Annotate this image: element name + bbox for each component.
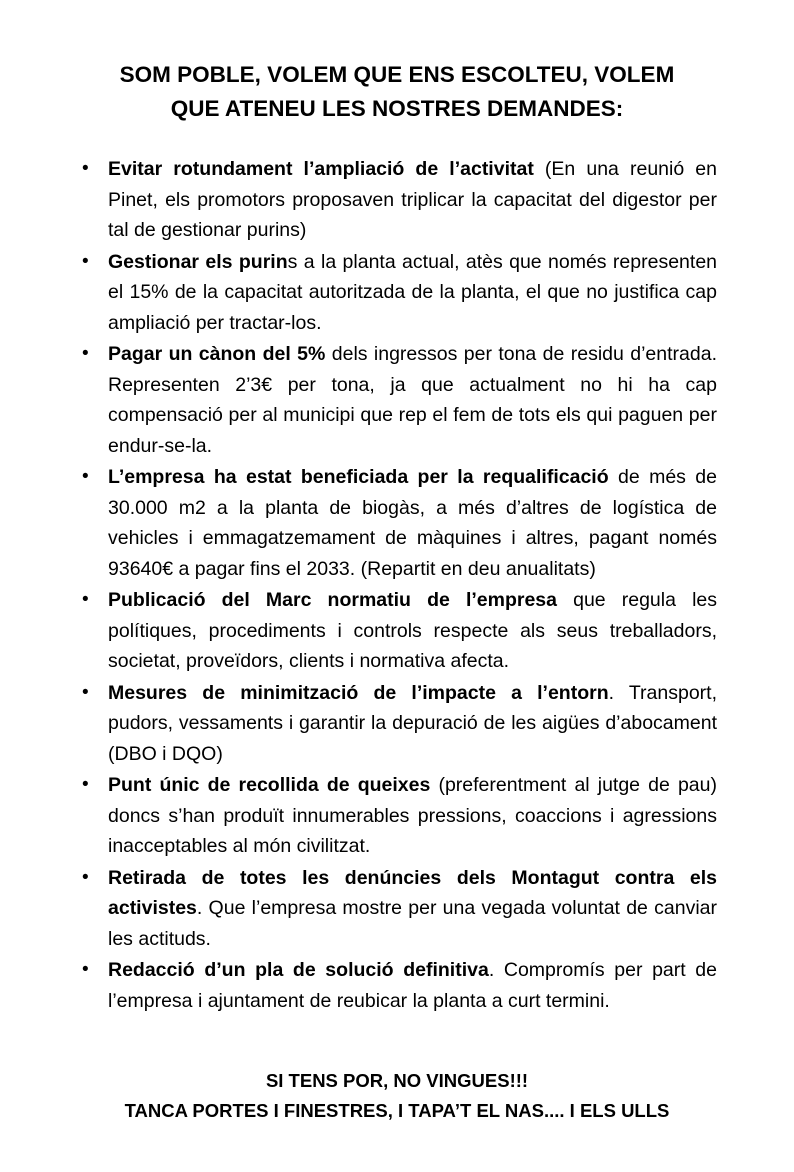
bullet-icon: • (82, 959, 89, 980)
demand-item-6 (82, 678, 717, 770)
bullet-icon: • (82, 774, 89, 795)
bullet-icon: • (82, 466, 89, 487)
demands-list (82, 154, 718, 1017)
demand-item-9 (82, 955, 717, 1016)
demand-item-2 (82, 247, 718, 339)
demand-heading: Retirada de totes les denúncies dels Montagut contra els activistes (108, 866, 717, 919)
demand-item-7 (82, 770, 717, 862)
demand-heading: L’empresa ha estat beneficiada per la requalificació (108, 466, 609, 488)
bullet-icon: • (82, 681, 89, 703)
demand-text: . Compromís per part de l’empresa i ajuntament de reubicar la planta a curt termini. (108, 959, 717, 1012)
slogan-line-2: TANCA PORTES I FINESTRES, I TAPA’T EL NAS.... I ELS ULLS (124, 1100, 670, 1121)
bullet-icon: • (82, 250, 89, 272)
demand-heading: Redacció d’un pla de solució definitiva (108, 959, 489, 981)
demand-text: de més de 30.000 m2 a la planta de biogàs, a més d’altres de logística de vehicles i emmagatzemament de màquines i altres, pagant només 93640€ a pagar fins el 2033. (Repartit en deu anualitats) (108, 466, 717, 580)
bullet-icon: • (82, 343, 89, 364)
demand-heading: Evitar rotundament l’ampliació de l’activitat (108, 158, 534, 180)
demand-heading: Punt únic de recollida de queixes (108, 774, 431, 796)
demand-heading: Pagar un cànon del 5% (108, 343, 326, 365)
demand-text: (preferentment al jutge de pau) doncs s’han produït innumerables pressions, coaccions i agressions inacceptables al món civilitzat. (108, 774, 717, 857)
demand-heading: Mesures de minimització de l’impacte a l’entorn (108, 681, 609, 704)
demand-text: dels ingressos per tona de residu d’entrada. Representen 2’3€ per tona, ja que actualment no hi ha cap compensació per al municipi que rep el fem de tots els qui paguen per endur-se-la. (108, 343, 717, 457)
demand-text: . Transport, pudors, vessaments i garantir la depuració de les aigües d’abocament (DBO i DQO) (108, 681, 717, 765)
bullet-icon: • (82, 158, 89, 179)
demand-text: que regula les polítiques, procediments i controls respecte als seus treballadors, societat, proveïdors, clients i normativa afecta. (108, 589, 717, 672)
demand-text: s a la planta actual, atès que només representen el 15% de la capacitat autoritzada de la planta, el que no justifica cap ampliació per tractar-los. (108, 250, 718, 334)
title-line-1: SOM POBLE, VOLEM QUE ENS ESCOLTEU, VOLEM (119, 62, 675, 87)
demand-item-5 (82, 585, 717, 677)
demand-item-3 (82, 339, 717, 461)
demand-item-1 (82, 154, 717, 246)
title-line-2: QUE ATENEU LES NOSTRES DEMANDES: (170, 96, 624, 121)
demand-heading: Gestionar els purin (108, 250, 288, 273)
demand-text: (En una reunió en Pinet, els promotors proposaven triplicar la capacitat del digestor per tal de gestionar purins) (108, 158, 717, 241)
bullet-icon: • (82, 589, 89, 610)
demand-item-4 (82, 462, 717, 584)
demand-item-8 (82, 863, 717, 955)
demand-text: . Que l’empresa mostre per una vegada voluntat de canviar les actituds. (108, 897, 717, 950)
closing-slogan (40, 1066, 754, 1126)
slogan-line-1: SI TENS POR, NO VINGUES!!! (265, 1070, 529, 1091)
bullet-icon: • (82, 866, 89, 888)
demand-heading: Publicació del Marc normatiu de l’empresa (108, 589, 557, 611)
document-title (60, 58, 734, 126)
